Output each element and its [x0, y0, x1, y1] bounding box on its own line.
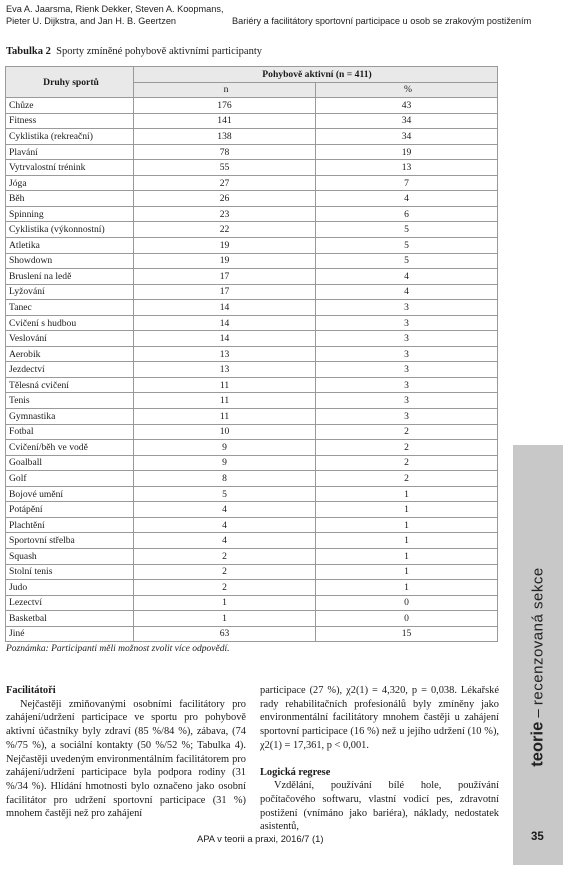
table-row	[6, 113, 498, 129]
table-row	[6, 517, 498, 533]
header-percent: %	[316, 82, 498, 98]
paragraph-facilitators: Nejčastěji zmiňovanými osobními facilitátory pro zahájení/udržení participace ve sportu pro pohybově aktivní účastníky byly zdraví (85 %/84 %), zábava, (74 %/75 %), a sociální kontakty (50 %/52 %; Tabulka 4). Nejčastěji uvedeným environmentálním facilitátorem pro zahájení/udržení participace byla podpora rodiny (31 %/34 %). Hlídání hmotnosti bylo označeno jako osobní facilitátor pro udržení sportovní participace (31 %) mnohem častěji než pro zahájení	[6, 698, 246, 820]
cell-sport: Lyžování	[6, 284, 134, 300]
cell-sport: Cvičení/běh ve vodě	[6, 440, 134, 456]
table-row	[6, 253, 498, 269]
cell-n: 11	[134, 409, 316, 425]
table-row	[6, 191, 498, 207]
cell-n: 11	[134, 393, 316, 409]
authors-line-1: Eva A. Jaarsma, Rienk Dekker, Steven A. Koopmans,	[6, 4, 224, 14]
cell-sport: Bruslení na ledě	[6, 269, 134, 285]
cell-percent: 15	[316, 626, 498, 642]
cell-sport: Jóga	[6, 175, 134, 191]
section-heading-logistic-regression: Logická regrese	[260, 766, 331, 778]
authors-line-2: Pieter U. Dijkstra, and Jan H. B. Geertzen	[6, 16, 177, 26]
cell-sport: Tanec	[6, 300, 134, 316]
cell-sport: Lezectví	[6, 595, 134, 611]
cell-sport: Tenis	[6, 393, 134, 409]
table-caption	[6, 46, 262, 57]
cell-percent: 1	[316, 548, 498, 564]
cell-sport: Bojové umění	[6, 486, 134, 502]
table-row	[6, 440, 498, 456]
table-row	[6, 284, 498, 300]
cell-percent: 34	[316, 129, 498, 145]
cell-percent: 0	[316, 611, 498, 627]
cell-sport: Chůze	[6, 98, 134, 114]
cell-sport: Spinning	[6, 206, 134, 222]
cell-sport: Veslování	[6, 331, 134, 347]
cell-percent: 2	[316, 440, 498, 456]
sidebar-dash: –	[529, 709, 547, 718]
cell-percent: 6	[316, 206, 498, 222]
cell-percent: 19	[316, 144, 498, 160]
table-row	[6, 346, 498, 362]
cell-n: 2	[134, 564, 316, 580]
cell-n: 2	[134, 580, 316, 596]
cell-percent: 3	[316, 300, 498, 316]
cell-n: 19	[134, 238, 316, 254]
cell-n: 4	[134, 533, 316, 549]
header-n: n	[134, 82, 316, 98]
table-row	[6, 424, 498, 440]
cell-percent: 0	[316, 595, 498, 611]
table-row	[6, 564, 498, 580]
header-sports: Druhy sportů	[6, 67, 134, 98]
cell-n: 1	[134, 611, 316, 627]
body-column-left	[6, 684, 246, 821]
cell-n: 23	[134, 206, 316, 222]
table-row	[6, 300, 498, 316]
table-row	[6, 533, 498, 549]
cell-percent: 3	[316, 331, 498, 347]
cell-percent: 3	[316, 362, 498, 378]
cell-sport: Sportovní střelba	[6, 533, 134, 549]
cell-sport: Cvičení s hudbou	[6, 315, 134, 331]
cell-sport: Tělesná cvičení	[6, 377, 134, 393]
cell-percent: 34	[316, 113, 498, 129]
running-header-authors	[6, 3, 224, 27]
cell-percent: 1	[316, 533, 498, 549]
cell-percent: 3	[316, 409, 498, 425]
cell-percent: 1	[316, 517, 498, 533]
cell-n: 176	[134, 98, 316, 114]
cell-percent: 1	[316, 486, 498, 502]
cell-n: 55	[134, 160, 316, 176]
cell-percent: 43	[316, 98, 498, 114]
cell-n: 9	[134, 440, 316, 456]
cell-percent: 5	[316, 253, 498, 269]
cell-sport: Showdown	[6, 253, 134, 269]
cell-n: 63	[134, 626, 316, 642]
table-row	[6, 206, 498, 222]
paragraph-facilitators-continued: participace (27 %), χ2(1) = 4,320, p = 0,038. Lékařské rady rehabilitačních profesionálů byly zmíněny jako environmentální facilitátory mnohem častěji u zahájení sportovní participace (16 %) než u jejího udržení (10 %), χ2(1) = 17,361, p < 0,001.	[260, 685, 499, 751]
cell-n: 138	[134, 129, 316, 145]
cell-sport: Basketbal	[6, 611, 134, 627]
cell-sport: Stolní tenis	[6, 564, 134, 580]
cell-percent: 2	[316, 455, 498, 471]
cell-n: 13	[134, 362, 316, 378]
cell-percent: 7	[316, 175, 498, 191]
cell-n: 22	[134, 222, 316, 238]
sports-table-body	[6, 98, 498, 642]
table-row	[6, 160, 498, 176]
cell-n: 11	[134, 377, 316, 393]
table-row	[6, 626, 498, 642]
table-row	[6, 362, 498, 378]
sports-table	[5, 66, 498, 642]
cell-sport: Cyklistika (rekreační)	[6, 129, 134, 145]
cell-n: 13	[134, 346, 316, 362]
cell-n: 27	[134, 175, 316, 191]
section-heading-facilitators: Facilitátoři	[6, 685, 56, 696]
cell-sport: Vytrvalostní trénink	[6, 160, 134, 176]
cell-percent: 4	[316, 191, 498, 207]
table-row	[6, 129, 498, 145]
paragraph-logistic-regression: Vzdělání, používání bílé hole, používání počítačového softwaru, vlastní vodicí pes, zdravotní postižení (vnímáno jako bariéra), náklady, nedostatek asistentů,	[260, 780, 499, 833]
cell-n: 78	[134, 144, 316, 160]
cell-sport: Plachtění	[6, 517, 134, 533]
cell-sport: Aerobik	[6, 346, 134, 362]
cell-percent: 1	[316, 502, 498, 518]
table-row	[6, 238, 498, 254]
cell-n: 2	[134, 548, 316, 564]
cell-percent: 3	[316, 346, 498, 362]
table-row	[6, 502, 498, 518]
cell-percent: 2	[316, 471, 498, 487]
cell-sport: Golf	[6, 471, 134, 487]
table-row	[6, 331, 498, 347]
cell-percent: 2	[316, 424, 498, 440]
cell-sport: Gymnastika	[6, 409, 134, 425]
cell-sport: Fotbal	[6, 424, 134, 440]
cell-sport: Squash	[6, 548, 134, 564]
cell-sport: Goalball	[6, 455, 134, 471]
cell-n: 5	[134, 486, 316, 502]
cell-n: 19	[134, 253, 316, 269]
cell-sport: Fitness	[6, 113, 134, 129]
sidebar-word-reviewed: recenzovaná sekce	[529, 567, 547, 706]
table-row	[6, 611, 498, 627]
table-row	[6, 486, 498, 502]
cell-n: 1	[134, 595, 316, 611]
cell-percent: 1	[316, 564, 498, 580]
cell-n: 17	[134, 269, 316, 285]
cell-percent: 3	[316, 315, 498, 331]
cell-sport: Atletika	[6, 238, 134, 254]
sidebar-label	[529, 567, 548, 766]
table-row	[6, 315, 498, 331]
table-row	[6, 548, 498, 564]
cell-sport: Jezdectví	[6, 362, 134, 378]
cell-percent: 5	[316, 222, 498, 238]
cell-n: 14	[134, 300, 316, 316]
body-column-right	[260, 684, 499, 834]
cell-sport: Plavání	[6, 144, 134, 160]
cell-n: 14	[134, 315, 316, 331]
cell-percent: 4	[316, 284, 498, 300]
table-note: Poznámka: Participanti měli možnost zvolit více odpovědí.	[6, 644, 230, 654]
cell-percent: 4	[316, 269, 498, 285]
table-caption-text: Sporty zmíněné pohybově aktivními participanty	[56, 46, 262, 57]
cell-n: 10	[134, 424, 316, 440]
cell-sport: Jiné	[6, 626, 134, 642]
table-row	[6, 580, 498, 596]
cell-n: 8	[134, 471, 316, 487]
section-sidebar	[513, 445, 563, 865]
table-row	[6, 595, 498, 611]
cell-n: 4	[134, 517, 316, 533]
table-row	[6, 222, 498, 238]
sidebar-word-theory: teorie	[528, 721, 547, 767]
cell-n: 9	[134, 455, 316, 471]
table-row	[6, 377, 498, 393]
cell-sport: Běh	[6, 191, 134, 207]
cell-n: 14	[134, 331, 316, 347]
cell-percent: 13	[316, 160, 498, 176]
cell-percent: 5	[316, 238, 498, 254]
table-row	[6, 409, 498, 425]
cell-n: 26	[134, 191, 316, 207]
table-row	[6, 455, 498, 471]
table-row	[6, 471, 498, 487]
cell-percent: 3	[316, 393, 498, 409]
cell-percent: 1	[316, 580, 498, 596]
cell-n: 141	[134, 113, 316, 129]
cell-n: 17	[134, 284, 316, 300]
page-number: 35	[531, 831, 544, 843]
cell-percent: 3	[316, 377, 498, 393]
table-row	[6, 144, 498, 160]
table-row	[6, 98, 498, 114]
table-row	[6, 175, 498, 191]
running-header-title: Bariéry a facilitátory sportovní participace u osob se zrakovým postižením	[232, 16, 532, 26]
cell-sport: Potápění	[6, 502, 134, 518]
table-row	[6, 269, 498, 285]
header-active: Pohybově aktivní (n = 411)	[134, 67, 498, 83]
cell-sport: Judo	[6, 580, 134, 596]
table-caption-label: Tabulka 2	[6, 46, 51, 57]
journal-footer: APA v teorii a praxi, 2016/7 (1)	[197, 833, 324, 844]
table-row	[6, 393, 498, 409]
cell-n: 4	[134, 502, 316, 518]
cell-sport: Cyklistika (výkonnostní)	[6, 222, 134, 238]
